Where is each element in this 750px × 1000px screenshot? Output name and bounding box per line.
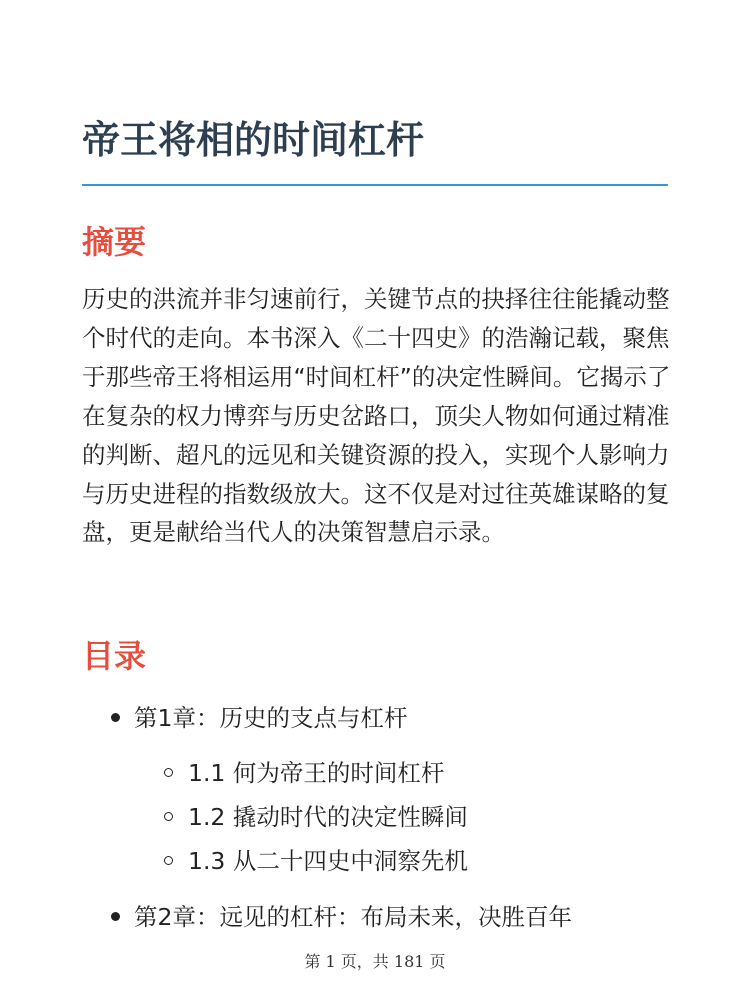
toc-section-label: 1.3 从二十四史中洞察先机 — [188, 847, 468, 875]
toc-section-1-2[interactable] — [188, 799, 468, 835]
circle-bullet-icon — [164, 856, 173, 865]
bullet-icon — [111, 713, 120, 722]
abstract-paragraph: 历史的洪流并非匀速前行，关键节点的抉择往往能撬动整个时代的走向。本书深入《二十四史》的浩瀚记载，聚焦于那些帝王将相运用“时间杠杆”的决定性瞬间。它揭示了在复杂的权力博弈与历史岔路口，顶尖人物如何通过精准的判断、超凡的远见和关键资源的投入，实现个人影响力与历史进程的指数级放大。这不仅是对过往英雄谋略的复盘，更是献给当代人的决策智慧启示录。 — [82, 285, 671, 547]
title-divider — [82, 184, 668, 186]
abstract-heading: 摘要 — [82, 223, 147, 261]
toc-chapter-label: 第2章：远见的杠杆：布局未来，决胜百年 — [134, 903, 572, 931]
page-number: 第 1 页，共 181 页 — [304, 952, 446, 971]
circle-bullet-icon — [164, 768, 173, 777]
toc-chapter-2[interactable] — [134, 899, 572, 935]
bullet-icon — [111, 912, 120, 921]
toc-section-label: 1.2 撬动时代的决定性瞬间 — [188, 803, 468, 831]
toc-section-1-3[interactable] — [188, 843, 468, 879]
toc-chapter-1[interactable] — [134, 700, 407, 736]
toc-heading: 目录 — [82, 637, 147, 675]
toc-chapter-label: 第1章：历史的支点与杠杆 — [134, 704, 408, 732]
toc-section-label: 1.1 何为帝王的时间杠杆 — [188, 759, 445, 787]
toc-section-1-1[interactable] — [188, 755, 444, 791]
document-title: 帝王将相的时间杠杆 — [82, 118, 425, 162]
circle-bullet-icon — [164, 812, 173, 821]
